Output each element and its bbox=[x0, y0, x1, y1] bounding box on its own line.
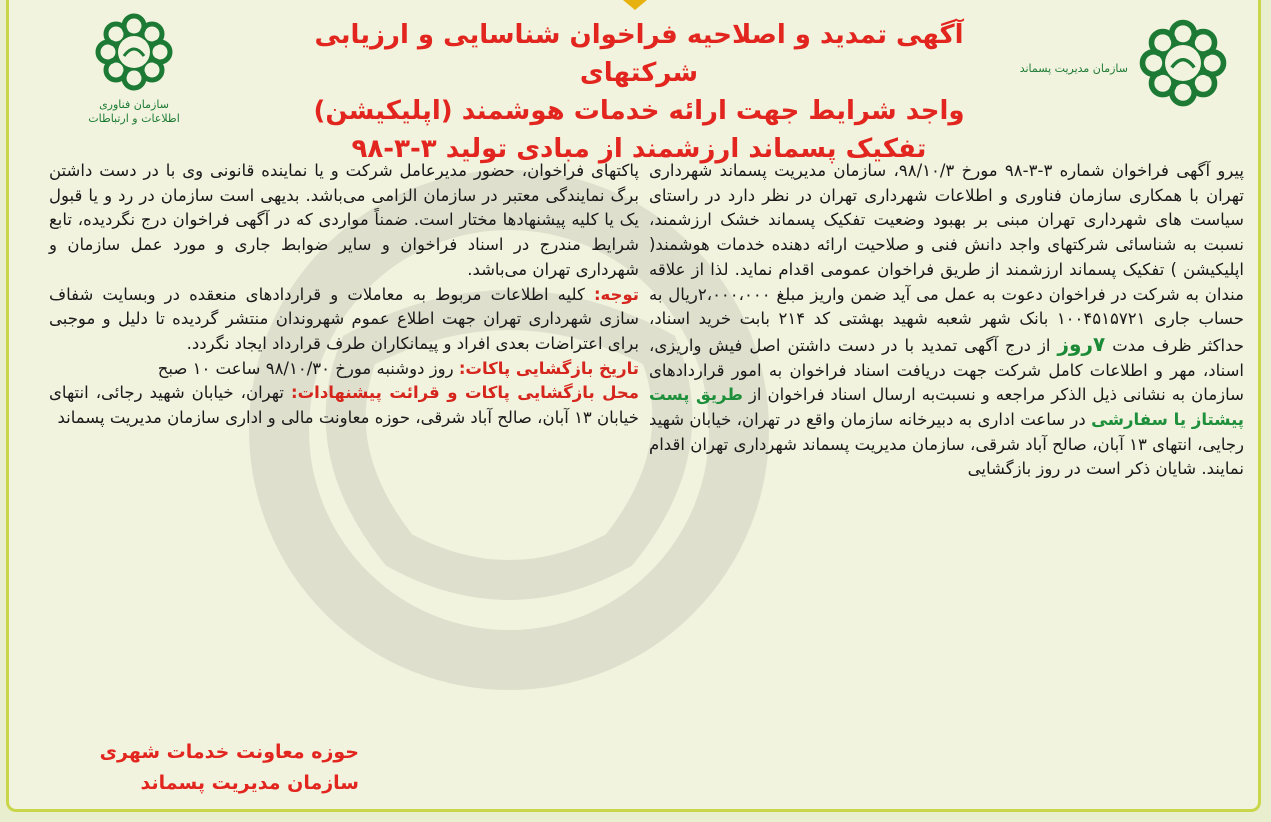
left-paragraph-1: پاکتهای فراخوان، حضور مدیرعامل شرکت و یا نماینده قانونی وی با در دست داشتن برگ نمایندگی معتبر در سازمان الزامی می‌باشد. بدیهی است سازمان در رد و یا قبول یک یا کلیه پیشنهادها مختار است. ضمناً مواردی که در آگهی فراخوان درج نگردیده، تابع شرایط مندرج در اسناد فراخوان و سایر ضوابط جاری و مورد عمل سازمان و شهرداری تهران می‌باشد. bbox=[49, 161, 639, 279]
left-column bbox=[49, 159, 639, 431]
right-paragraph-2a: از درج آگهی تمدید با در دست داشتن اصل فیش واریزی، اسناد، مهر و اطلاعات کامل شرکت جهت دریافت اسناد فراخوان به امور قراردادهای سازمان به نشانی ذیل الذکر مراجعه و نسبت‌به ارسال اسناد فراخوان از bbox=[649, 335, 1244, 405]
tehran-municipality-flower-icon bbox=[94, 12, 174, 92]
note-text: کلیه اطلاعات مربوط به معاملات و قراردادهای منعقده در وبسایت شفاف سازی شهرداری تهران جهت اطلاع عموم شهروندان منتشر گردیده تا دلیل و موجبی برای اعتراضات بعدی افراد و پیمانکاران طرف قرارداد ایجاد نگردد. bbox=[49, 284, 639, 353]
right-paragraph-1: پیرو آگهی فراخوان شماره ۳-۳-۹۸ مورخ ۹۸/۱۰/۳، سازمان مدیریت پسماند شهرداری تهران با همکاری سازمان فناوری و اطلاعات شهرداری تهران در نظر دارد در راستای سیاست های شهرداری تهران مبنی بر بهبود وضعیت تفکیک پسماند خشک ارزشمند، نسبت به شناسائی شرکتهای واجد دانش فنی و صلاحیت ارائه دهنده خدمات هوشمند( اپلیکیشن ) تفکیک پسماند ارزشمند از طریق فراخوان عمومی اقدام نماید. لذا از علاقه مندان به شرکت در فراخوان دعوت به عمل می آید ضمن واریز مبلغ ۲،۰۰۰،۰۰۰ریال به حساب جاری ۱۰۰۴۵۱۵۷۲۱ بانک شهر شعبه شهید بهشتی کد ۲۱۴ بابت خرید اسناد، حداکثر ظرف مدت bbox=[649, 161, 1244, 355]
note-paragraph bbox=[49, 283, 639, 357]
notice-title bbox=[289, 16, 989, 168]
deadline-days: ۷روز bbox=[1057, 331, 1106, 356]
ict-organization-logo bbox=[49, 12, 219, 126]
opening-date-paragraph bbox=[49, 357, 639, 382]
ict-logo-text bbox=[49, 98, 219, 126]
ict-logo-line1: سازمان فناوری bbox=[99, 98, 169, 111]
ict-logo-line2: اطلاعات و ارتباطات bbox=[88, 112, 180, 125]
right-paragraph-2b: در ساعت اداری به دبیرخانه سازمان واقع در تهران، خیابان شهید رجایی، انتهای ۱۳ آبان، صالح آباد شرقی، سازمان مدیریت پسماند شهرداری تهران اقدام نمایند. شایان ذکر است در روز بازگشایی bbox=[649, 410, 1245, 479]
signature-line1: حوزه معاونت خدمات شهری bbox=[99, 741, 359, 763]
tehran-municipality-flower-icon bbox=[1138, 18, 1228, 108]
right-paragraph bbox=[649, 159, 1244, 482]
right-column bbox=[649, 159, 1244, 482]
opening-date-label: تاریخ بازگشایی پاکات: bbox=[458, 358, 639, 378]
note-label: توجه: bbox=[593, 284, 639, 304]
top-marker bbox=[623, 0, 647, 10]
signature bbox=[49, 737, 359, 799]
waste-management-logo bbox=[968, 18, 1228, 108]
signature-line2: سازمان مدیریت پسماند bbox=[140, 772, 359, 794]
title-line1: آگهی تمدید و اصلاحیه فراخوان شناسایی و ارزیابی شرکتهای bbox=[314, 20, 964, 88]
opening-date-text: روز دوشنبه مورخ ۹۸/۱۰/۳۰ ساعت ۱۰ صبح bbox=[157, 358, 459, 378]
title-line3: تفکیک پسماند ارزشمند از مبادی تولید ۳-۳-۹۸ bbox=[351, 134, 927, 164]
title-line2: واجد شرایط جهت ارائه خدمات هوشمند (اپلیکیشن) bbox=[313, 96, 965, 126]
waste-logo-text: سازمان مدیریت پسماند bbox=[1019, 62, 1128, 75]
opening-location-paragraph bbox=[49, 381, 639, 430]
post-method: طریق پست پیشتاز یا سفارشی bbox=[649, 385, 1244, 430]
opening-location-label: محل بازگشایی پاکات و قرائت پیشنهادات: bbox=[290, 383, 639, 403]
opening-location-text: تهران، خیابان شهید رجائی، انتهای خیابان ۱۳ آبان، صالح آباد شرقی، حوزه معاونت مالی و اداری سازمان مدیریت پسماند bbox=[49, 383, 639, 428]
advertisement-page bbox=[6, 0, 1261, 812]
